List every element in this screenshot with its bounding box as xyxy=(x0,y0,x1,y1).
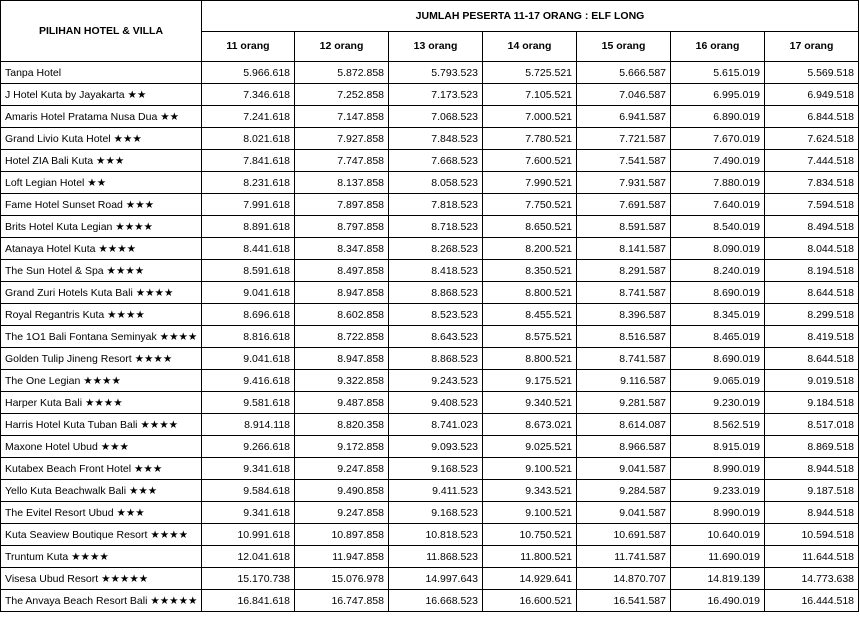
price-cell: 14.819.139 xyxy=(671,568,765,590)
price-cell: 7.594.518 xyxy=(765,194,859,216)
price-cell: 8.947.858 xyxy=(295,348,389,370)
price-cell: 8.869.518 xyxy=(765,436,859,458)
price-cell: 11.800.521 xyxy=(483,546,577,568)
price-table-body xyxy=(1,62,859,612)
price-cell: 7.747.858 xyxy=(295,150,389,172)
price-cell: 8.800.521 xyxy=(483,348,577,370)
price-cell: 8.090.019 xyxy=(671,238,765,260)
price-cell: 9.184.518 xyxy=(765,392,859,414)
hotel-name-cell: Hotel ZIA Bali Kuta ★★★ xyxy=(1,150,202,172)
price-cell: 8.966.587 xyxy=(577,436,671,458)
price-cell: 8.523.523 xyxy=(389,304,483,326)
price-cell: 8.494.518 xyxy=(765,216,859,238)
price-cell: 8.644.518 xyxy=(765,348,859,370)
price-cell: 9.581.618 xyxy=(202,392,295,414)
price-cell: 10.691.587 xyxy=(577,524,671,546)
price-cell: 9.487.858 xyxy=(295,392,389,414)
price-cell: 9.175.521 xyxy=(483,370,577,392)
price-cell: 8.455.521 xyxy=(483,304,577,326)
price-cell: 14.870.707 xyxy=(577,568,671,590)
price-cell: 9.266.618 xyxy=(202,436,295,458)
price-cell: 8.690.019 xyxy=(671,348,765,370)
price-cell: 8.690.019 xyxy=(671,282,765,304)
hotel-name-cell: Grand Zuri Hotels Kuta Bali ★★★★ xyxy=(1,282,202,304)
price-cell: 8.673.021 xyxy=(483,414,577,436)
price-cell: 9.341.618 xyxy=(202,502,295,524)
price-cell: 7.927.858 xyxy=(295,128,389,150)
price-cell: 9.093.523 xyxy=(389,436,483,458)
price-cell: 7.691.587 xyxy=(577,194,671,216)
table-row xyxy=(1,458,859,480)
price-cell: 9.172.858 xyxy=(295,436,389,458)
price-cell: 8.722.858 xyxy=(295,326,389,348)
table-row xyxy=(1,392,859,414)
price-cell: 8.741.023 xyxy=(389,414,483,436)
price-cell: 8.990.019 xyxy=(671,458,765,480)
price-cell: 8.914.118 xyxy=(202,414,295,436)
price-cell: 9.041.587 xyxy=(577,502,671,524)
price-cell: 8.800.521 xyxy=(483,282,577,304)
price-cell: 9.408.523 xyxy=(389,392,483,414)
table-row xyxy=(1,436,859,458)
price-cell: 6.949.518 xyxy=(765,84,859,106)
price-cell: 11.741.587 xyxy=(577,546,671,568)
price-cell: 7.848.523 xyxy=(389,128,483,150)
table-row xyxy=(1,568,859,590)
hotel-name-cell: Truntum Kuta ★★★★ xyxy=(1,546,202,568)
price-cell: 11.690.019 xyxy=(671,546,765,568)
table-row xyxy=(1,348,859,370)
price-cell: 9.490.858 xyxy=(295,480,389,502)
participant-count-header: 14 orang xyxy=(483,31,577,62)
price-cell: 8.741.587 xyxy=(577,282,671,304)
price-cell: 8.350.521 xyxy=(483,260,577,282)
price-cell: 6.844.518 xyxy=(765,106,859,128)
price-cell: 9.341.618 xyxy=(202,458,295,480)
price-cell: 7.105.521 xyxy=(483,84,577,106)
hotel-name-cell: Royal Regantris Kuta ★★★★ xyxy=(1,304,202,326)
price-cell: 9.284.587 xyxy=(577,480,671,502)
price-cell: 7.068.523 xyxy=(389,106,483,128)
price-cell: 10.818.523 xyxy=(389,524,483,546)
price-cell: 7.991.618 xyxy=(202,194,295,216)
table-row xyxy=(1,524,859,546)
table-row xyxy=(1,106,859,128)
price-cell: 14.929.641 xyxy=(483,568,577,590)
price-cell: 10.640.019 xyxy=(671,524,765,546)
table-row xyxy=(1,238,859,260)
price-cell: 8.591.587 xyxy=(577,216,671,238)
hotel-name-cell: Tanpa Hotel xyxy=(1,62,202,84)
price-cell: 8.299.518 xyxy=(765,304,859,326)
price-cell: 7.147.858 xyxy=(295,106,389,128)
price-cell: 7.346.618 xyxy=(202,84,295,106)
price-cell: 5.872.858 xyxy=(295,62,389,84)
hotel-name-cell: Amaris Hotel Pratama Nusa Dua ★★ xyxy=(1,106,202,128)
price-cell: 8.915.019 xyxy=(671,436,765,458)
price-cell: 10.897.858 xyxy=(295,524,389,546)
price-cell: 8.465.019 xyxy=(671,326,765,348)
price-cell: 8.614.087 xyxy=(577,414,671,436)
price-cell: 7.624.518 xyxy=(765,128,859,150)
hotel-name-cell: Golden Tulip Jineng Resort ★★★★ xyxy=(1,348,202,370)
table-row xyxy=(1,194,859,216)
price-cell: 16.841.618 xyxy=(202,590,295,612)
price-cell: 9.041.587 xyxy=(577,458,671,480)
price-cell: 9.340.521 xyxy=(483,392,577,414)
table-row xyxy=(1,480,859,502)
price-cell: 9.233.019 xyxy=(671,480,765,502)
price-cell: 9.065.019 xyxy=(671,370,765,392)
price-cell: 7.668.523 xyxy=(389,150,483,172)
price-cell: 9.416.618 xyxy=(202,370,295,392)
hotel-name-cell: Loft Legian Hotel ★★ xyxy=(1,172,202,194)
table-row xyxy=(1,216,859,238)
price-cell: 8.944.518 xyxy=(765,502,859,524)
price-cell: 7.000.521 xyxy=(483,106,577,128)
price-cell: 16.541.587 xyxy=(577,590,671,612)
price-cell: 8.517.018 xyxy=(765,414,859,436)
price-cell: 9.168.523 xyxy=(389,458,483,480)
price-cell: 8.516.587 xyxy=(577,326,671,348)
table-row xyxy=(1,546,859,568)
price-cell: 7.252.858 xyxy=(295,84,389,106)
price-cell: 9.247.858 xyxy=(295,458,389,480)
price-cell: 9.343.521 xyxy=(483,480,577,502)
price-cell: 8.396.587 xyxy=(577,304,671,326)
price-cell: 7.640.019 xyxy=(671,194,765,216)
table-row xyxy=(1,590,859,612)
price-cell: 8.240.019 xyxy=(671,260,765,282)
price-cell: 8.602.858 xyxy=(295,304,389,326)
table-row xyxy=(1,128,859,150)
price-cell: 9.230.019 xyxy=(671,392,765,414)
price-cell: 9.041.618 xyxy=(202,282,295,304)
hotel-name-cell: The One Legian ★★★★ xyxy=(1,370,202,392)
price-cell: 7.841.618 xyxy=(202,150,295,172)
price-cell: 8.650.521 xyxy=(483,216,577,238)
price-cell: 8.644.518 xyxy=(765,282,859,304)
table-row xyxy=(1,62,859,84)
price-cell: 8.820.358 xyxy=(295,414,389,436)
table-row xyxy=(1,304,859,326)
price-cell: 7.834.518 xyxy=(765,172,859,194)
participant-count-header: 11 orang xyxy=(202,31,295,62)
price-cell: 8.291.587 xyxy=(577,260,671,282)
price-cell: 8.540.019 xyxy=(671,216,765,238)
participant-count-header: 16 orang xyxy=(671,31,765,62)
price-cell: 5.615.019 xyxy=(671,62,765,84)
price-cell: 11.868.523 xyxy=(389,546,483,568)
price-cell: 8.194.518 xyxy=(765,260,859,282)
hotel-name-cell: Kuta Seaview Boutique Resort ★★★★ xyxy=(1,524,202,546)
price-cell: 16.490.019 xyxy=(671,590,765,612)
price-cell: 8.497.858 xyxy=(295,260,389,282)
price-cell: 10.594.518 xyxy=(765,524,859,546)
price-cell: 9.584.618 xyxy=(202,480,295,502)
price-cell: 9.243.523 xyxy=(389,370,483,392)
price-cell: 9.041.618 xyxy=(202,348,295,370)
price-cell: 14.773.638 xyxy=(765,568,859,590)
price-cell: 7.173.523 xyxy=(389,84,483,106)
table-row xyxy=(1,84,859,106)
price-cell: 7.931.587 xyxy=(577,172,671,194)
price-cell: 8.200.521 xyxy=(483,238,577,260)
price-cell: 10.991.618 xyxy=(202,524,295,546)
hotel-name-cell: The 1O1 Bali Fontana Seminyak ★★★★ xyxy=(1,326,202,348)
price-cell: 8.058.523 xyxy=(389,172,483,194)
price-cell: 8.419.518 xyxy=(765,326,859,348)
price-cell: 5.966.618 xyxy=(202,62,295,84)
price-cell: 7.670.019 xyxy=(671,128,765,150)
price-cell: 8.718.523 xyxy=(389,216,483,238)
price-cell: 11.947.858 xyxy=(295,546,389,568)
table-row xyxy=(1,172,859,194)
table-row xyxy=(1,282,859,304)
price-cell: 6.890.019 xyxy=(671,106,765,128)
price-cell: 8.944.518 xyxy=(765,458,859,480)
hotel-name-cell: Yello Kuta Beachwalk Bali ★★★ xyxy=(1,480,202,502)
price-cell: 8.816.618 xyxy=(202,326,295,348)
price-cell: 7.721.587 xyxy=(577,128,671,150)
hotel-name-cell: Harris Hotel Kuta Tuban Bali ★★★★ xyxy=(1,414,202,436)
price-cell: 7.600.521 xyxy=(483,150,577,172)
price-cell: 9.187.518 xyxy=(765,480,859,502)
price-cell: 5.793.523 xyxy=(389,62,483,84)
price-cell: 8.268.523 xyxy=(389,238,483,260)
price-cell: 8.141.587 xyxy=(577,238,671,260)
price-cell: 16.600.521 xyxy=(483,590,577,612)
price-cell: 8.345.019 xyxy=(671,304,765,326)
price-cell: 5.725.521 xyxy=(483,62,577,84)
price-cell: 9.322.858 xyxy=(295,370,389,392)
price-cell: 9.025.521 xyxy=(483,436,577,458)
table-header-row xyxy=(1,1,859,32)
price-cell: 7.880.019 xyxy=(671,172,765,194)
hotel-name-cell: Atanaya Hotel Kuta ★★★★ xyxy=(1,238,202,260)
table-row xyxy=(1,260,859,282)
price-cell: 9.116.587 xyxy=(577,370,671,392)
price-cell: 9.168.523 xyxy=(389,502,483,524)
participant-count-header: 13 orang xyxy=(389,31,483,62)
table-row xyxy=(1,370,859,392)
price-cell: 8.797.858 xyxy=(295,216,389,238)
price-cell: 7.818.523 xyxy=(389,194,483,216)
price-cell: 7.541.587 xyxy=(577,150,671,172)
price-cell: 7.780.521 xyxy=(483,128,577,150)
price-cell: 7.241.618 xyxy=(202,106,295,128)
price-cell: 16.444.518 xyxy=(765,590,859,612)
hotel-name-cell: Maxone Hotel Ubud ★★★ xyxy=(1,436,202,458)
price-cell: 6.995.019 xyxy=(671,84,765,106)
price-cell: 8.044.518 xyxy=(765,238,859,260)
table-row xyxy=(1,150,859,172)
price-cell: 8.868.523 xyxy=(389,348,483,370)
participant-count-header: 12 orang xyxy=(295,31,389,62)
price-cell: 8.990.019 xyxy=(671,502,765,524)
price-cell: 9.411.523 xyxy=(389,480,483,502)
price-cell: 8.441.618 xyxy=(202,238,295,260)
price-cell: 8.562.519 xyxy=(671,414,765,436)
price-cell: 8.575.521 xyxy=(483,326,577,348)
price-cell: 7.990.521 xyxy=(483,172,577,194)
price-cell: 8.231.618 xyxy=(202,172,295,194)
table-row xyxy=(1,326,859,348)
hotel-name-cell: The Evitel Resort Ubud ★★★ xyxy=(1,502,202,524)
price-cell: 7.897.858 xyxy=(295,194,389,216)
price-cell: 7.750.521 xyxy=(483,194,577,216)
hotel-name-cell: Fame Hotel Sunset Road ★★★ xyxy=(1,194,202,216)
price-cell: 15.170.738 xyxy=(202,568,295,590)
hotel-name-cell: The Anvaya Beach Resort Bali ★★★★★ xyxy=(1,590,202,612)
price-cell: 8.347.858 xyxy=(295,238,389,260)
table-row xyxy=(1,414,859,436)
price-cell: 15.076.978 xyxy=(295,568,389,590)
table-row xyxy=(1,502,859,524)
price-cell: 7.490.019 xyxy=(671,150,765,172)
price-cell: 12.041.618 xyxy=(202,546,295,568)
price-cell: 8.591.618 xyxy=(202,260,295,282)
price-cell: 10.750.521 xyxy=(483,524,577,546)
price-cell: 8.891.618 xyxy=(202,216,295,238)
price-cell: 8.696.618 xyxy=(202,304,295,326)
price-cell: 9.100.521 xyxy=(483,458,577,480)
hotel-name-cell: Harper Kuta Bali ★★★★ xyxy=(1,392,202,414)
price-cell: 8.868.523 xyxy=(389,282,483,304)
hotel-column-header: PILIHAN HOTEL & VILLA xyxy=(1,1,202,62)
price-cell: 9.281.587 xyxy=(577,392,671,414)
hotel-name-cell: Grand Livio Kuta Hotel ★★★ xyxy=(1,128,202,150)
price-cell: 11.644.518 xyxy=(765,546,859,568)
price-cell: 5.569.518 xyxy=(765,62,859,84)
price-cell: 5.666.587 xyxy=(577,62,671,84)
price-cell: 8.741.587 xyxy=(577,348,671,370)
price-cell: 8.418.523 xyxy=(389,260,483,282)
participant-count-header: 15 orang xyxy=(577,31,671,62)
price-cell: 8.947.858 xyxy=(295,282,389,304)
participant-count-header: 17 orang xyxy=(765,31,859,62)
price-cell: 9.247.858 xyxy=(295,502,389,524)
hotel-name-cell: J Hotel Kuta by Jayakarta ★★ xyxy=(1,84,202,106)
price-cell: 6.941.587 xyxy=(577,106,671,128)
price-cell: 8.137.858 xyxy=(295,172,389,194)
price-cell: 8.021.618 xyxy=(202,128,295,150)
price-cell: 9.100.521 xyxy=(483,502,577,524)
participants-group-header: JUMLAH PESERTA 11-17 ORANG : ELF LONG xyxy=(202,1,859,32)
hotel-name-cell: The Sun Hotel & Spa ★★★★ xyxy=(1,260,202,282)
hotel-name-cell: Brits Hotel Kuta Legian ★★★★ xyxy=(1,216,202,238)
price-cell: 7.444.518 xyxy=(765,150,859,172)
price-cell: 7.046.587 xyxy=(577,84,671,106)
price-cell: 16.747.858 xyxy=(295,590,389,612)
price-cell: 9.019.518 xyxy=(765,370,859,392)
hotel-name-cell: Kutabex Beach Front Hotel ★★★ xyxy=(1,458,202,480)
hotel-name-cell: Visesa Ubud Resort ★★★★★ xyxy=(1,568,202,590)
price-cell: 8.643.523 xyxy=(389,326,483,348)
price-cell: 16.668.523 xyxy=(389,590,483,612)
price-cell: 14.997.643 xyxy=(389,568,483,590)
